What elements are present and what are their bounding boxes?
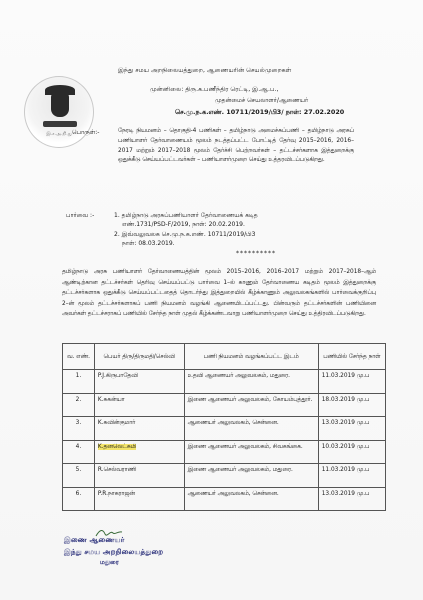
body-paragraph: தமிழ்நாடு அரசு பணியாளர் தேர்வாணையத்தின் மூலம் 2015–2016, 2016–2017 மற்றும் 2017–2018–ஆம் ஆண்டிற்கான தட்டச்சர்கள் தெரிவு செய்யப்பட்டு பார்வை 1–ல் காணும் தேர்வாணைய கடிதம் மூலம் இத்துறைக்கு தட்டச்சர்களாக ஒதுக்கீடு செய்யப்பட்டதைத் தொடர்ந்து இத்துறையில் கீழ்க்காணும் அலுவலகங்களில் பார்வைக்குறிப்பு 2–ன் மூலம் தட்டச்சர்களாகப் பணி நியமனம் வழங்கி ஆணையிடப்பட்டது. பின்வரும் தட்டச்சர்களின் பணியினை அவர்கள் தட்டச்சராகப் பணியில் சேர்ந்த நாள் முதல் கீழ்க்கண்டவாறு பணியாளர்முறை செய்து உத்திரவிடப்படுகிறது. — [62, 269, 376, 317]
column-header-join-date: பணியில் சேர்ந்த நாள் — [318, 344, 385, 370]
signatory-location: மதுரை — [100, 559, 119, 566]
reference-number: செ.மு.ந.க.எண். 10711/2019/பி3/ நாள்: 27.02.2020 — [175, 108, 345, 116]
column-header-name: பெயர் திரு/திருமதி/செல்வி — [94, 344, 184, 370]
serial-cell: 4. — [63, 440, 95, 464]
column-header-place: பணி நியமனம் வழங்கப்பட்ட இடம் — [184, 344, 318, 370]
date-cell: 18.03.2019 மு.ப — [318, 393, 385, 417]
place-cell: இணை ஆணையர் அலுவலகம், சிவகங்கை. — [184, 440, 318, 464]
reference-2-line2: நாள்: 08.03.2019. — [122, 240, 175, 247]
table-row — [63, 393, 386, 417]
department-heading: இந்து சமய அறநிலையத்துறை, ஆணையரின் செயல்முறைகள் — [118, 67, 292, 74]
appointment-table — [62, 343, 386, 511]
highlighted-name: K.தனலெட்சுமி — [97, 443, 137, 450]
present-officer-line: முன்னிலை: திரு.க.பணீந்திர ரெட்டி, இ.ஆ.ப., — [150, 86, 279, 93]
subject-text: நேரடி நியமனம் – தொகுதி-4 பணிகள் – தமிழ்நாடு அமைச்சுப்பணி – தமிழ்நாடு அரசுப் பணியாளர் தேர்வாணையம் மூலம் நடத்தப்பட்ட போட்டித் தேர்வு 2015–2016, 2016–2017 மற்றும் 2017–2018 மூலம் தேர்ச்சி பெற்றவர்கள் – தட்டச்சர்களாக இத்துறைக்கு ஒதுக்கீடு செய்யப்பட்டவர்கள் – பணியாளர்முறை செய்து உத்தரவிடப்படுகிறது. — [118, 128, 354, 164]
subject-label: பொருள்:- — [72, 129, 100, 136]
date-cell: 11.03.2019 மு.ப — [318, 370, 385, 394]
column-header-serial: வ. எண். — [63, 344, 95, 370]
date-cell: 13.03.2019 மு.ப — [318, 487, 385, 511]
date-cell: 13.03.2019 மு.ப — [318, 417, 385, 441]
officer-designation: முதன்மைச் செயலாளர்/ஆணையர் — [215, 97, 309, 104]
reference-2-line1: 2. இவ்வலுவலக செ.மு.ந.க.எண். 10711/2019/பி3 — [114, 231, 256, 238]
reference-1-line1: 1. தமிழ்நாடு அரசுப்பணியாளர் தேர்வாணையக் கடித — [114, 212, 258, 219]
table-row — [63, 464, 386, 488]
date-cell: 11.03.2019 மு.ப — [318, 464, 385, 488]
date-cell: 10.03.2019 மு.ப — [318, 440, 385, 464]
place-cell: உதவி ஆணையர் அலுவலகம், மதுரை. — [184, 370, 318, 394]
name-cell — [94, 440, 184, 464]
references-label: பார்வை :- — [66, 212, 95, 219]
name-cell: P.J.கிருபாதேவி — [94, 370, 184, 394]
serial-cell: 3. — [63, 417, 95, 441]
place-cell: இணை ஆணையர் அலுவலகம், கோயம்புத்தூர். — [184, 393, 318, 417]
serial-cell: 2. — [63, 393, 95, 417]
serial-cell: 6. — [63, 487, 95, 511]
table-row — [63, 417, 386, 441]
table-row — [63, 440, 386, 464]
seal-text: இ.ச.அ.நி.து — [46, 132, 72, 137]
place-cell: ஆணையர் அலுவலகம், சென்னை. — [184, 417, 318, 441]
separator: ********** — [236, 250, 276, 257]
reference-1-line2: எண்.1731/PSD-F/2019, நாள்: 20.02.2019. — [122, 221, 245, 228]
name-cell: K.சுகன்யா — [94, 393, 184, 417]
name-cell: R.செல்வராணி — [94, 464, 184, 488]
name-cell: K.கவின்குமார் — [94, 417, 184, 441]
serial-cell: 5. — [63, 464, 95, 488]
signatory-department: இந்து சமய அறநிலையத்துறை — [64, 547, 164, 556]
office-seal-stamp — [24, 76, 94, 148]
place-cell: இணை ஆணையர் அலுவலகம், மதுரை. — [184, 464, 318, 488]
signatory-title: இணை ஆணையர் — [64, 535, 125, 544]
temple-emblem-icon — [51, 93, 69, 117]
name-cell: P.R.நாகராஜன் — [94, 487, 184, 511]
serial-cell: 1. — [63, 370, 95, 394]
table-row — [63, 487, 386, 511]
table-row — [63, 370, 386, 394]
place-cell: ஆணையர் அலுவலகம், சென்னை. — [184, 487, 318, 511]
table-header-row — [63, 344, 386, 370]
